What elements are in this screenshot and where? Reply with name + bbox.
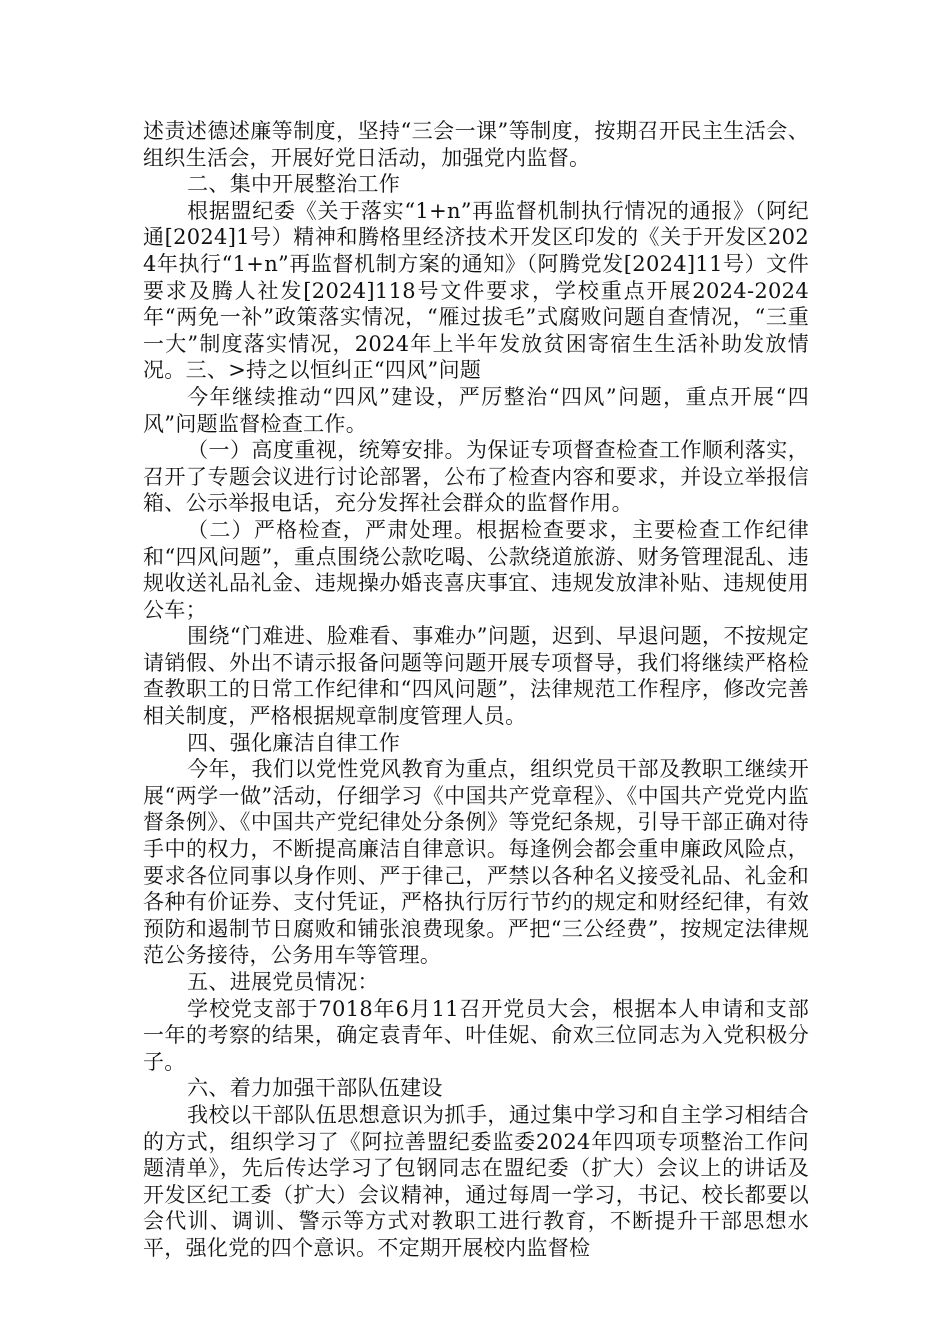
paragraph-inspection: 围绕“门难进、脸难看、事难办”问题，迟到、早退问题，不按规定请销假、外出不请示报备问题等问题开展专项督导，我们将继续严格检查教职工的日常工作纪律和“四风问题”，法律规范工作程序，修改完善相关制度，严格根据规章制度管理人员。 (143, 624, 809, 729)
paragraph-sub-2: （二）严格检查，严肃处理。根据检查要求，主要检查工作纪律和“四风问题”，重点围绕公款吃喝、公款绕道旅游、财务管理混乱、违规收送礼品礼金、违规操办婚丧喜庆事宜、违规发放津补贴、违规使用公车； (143, 517, 809, 622)
document-body (143, 118, 809, 1262)
paragraph-continuation: 述责述德述廉等制度，坚持“三会一课”等制度，按期召开民主生活会、组织生活会，开展好党日活动，加强党内监督。 (143, 119, 809, 170)
paragraph-cadre: 我校以干部队伍思想意识为抓手，通过集中学习和自主学习相结合的方式，组织学习了《阿拉善盟纪委监委2024年四项专项整治工作问题清单》，先后传达学习了包钢同志在盟纪委（扩大）会议上的讲话及开发区纪工委（扩大）会议精神，通过每周一学习，书记、校长都要以会代训、调训、警示等方式对教职工进行教育，不断提升干部思想水平，强化党的四个意识。不定期开展校内监督检 (143, 1102, 809, 1260)
section-heading-2: 二、集中开展整治工作 (187, 172, 401, 197)
section-heading-4: 四、强化廉洁自律工作 (187, 730, 401, 755)
paragraph-sub-1: （一）高度重视，统筹安排。为保证专项督查检查工作顺利落实，召开了专题会议进行讨论部署，公布了检查内容和要求，并设立举报信箱、公示举报电话，充分发挥社会群众的监督作用。 (143, 438, 809, 516)
paragraph-members: 学校党支部于7018年6月11召开党员大会，根据本人申请和支部一年的考察的结果，确定袁青年、叶佳妮、俞欢三位同志为入党积极分子。 (143, 996, 809, 1074)
paragraph-four-winds: 今年继续推动“四风”建设，严厉整治“四风”问题，重点开展“四风”问题监督检查工作。 (143, 384, 809, 436)
paragraph-rectification: 根据盟纪委《关于落实“1+n”再监督机制执行情况的通报》（阿纪通[2024]1号）精神和腾格里经济技术开发区印发的《关于开发区2024年执行“1+n”再监督机制方案的通知》（阿腾党发[2024]11号）文件要求及腾人社发[2024]118号文件要求，学校重点开展2024-2024年“两免一补”政策落实情况，“雁过拔毛”式腐败问题自查情况，“三重一大”制度落实情况，2024年上半年发放贫困寄宿生生活补助发放情况。三、>持之以恒纠正“四风”问题 (143, 198, 809, 383)
section-heading-5: 五、进展党员情况： (187, 970, 379, 994)
paragraph-integrity: 今年，我们以党性党风教育为重点，组织党员干部及教职工继续开展“两学一做”活动，仔细学习《中国共产党章程》、《中国共产党党内监督条例》、《中国共产党纪律处分条例》等党纪条规，引导干部正确对待手中的权力，不断提高廉洁自律意识。每逢例会都会重申廉政风险点，要求各位同事以身作则、严于律己，严禁以各种名义接受礼品、礼金和各种有价证券、支付凭证，严格执行厉行节约的规定和财经纪律，有效预防和遏制节日腐败和铺张浪费现象。严把“三公经费”，按规定法律规范公务接待，公务用车等管理。 (143, 757, 809, 968)
section-heading-6: 六、着力加强干部队伍建设 (187, 1076, 443, 1101)
